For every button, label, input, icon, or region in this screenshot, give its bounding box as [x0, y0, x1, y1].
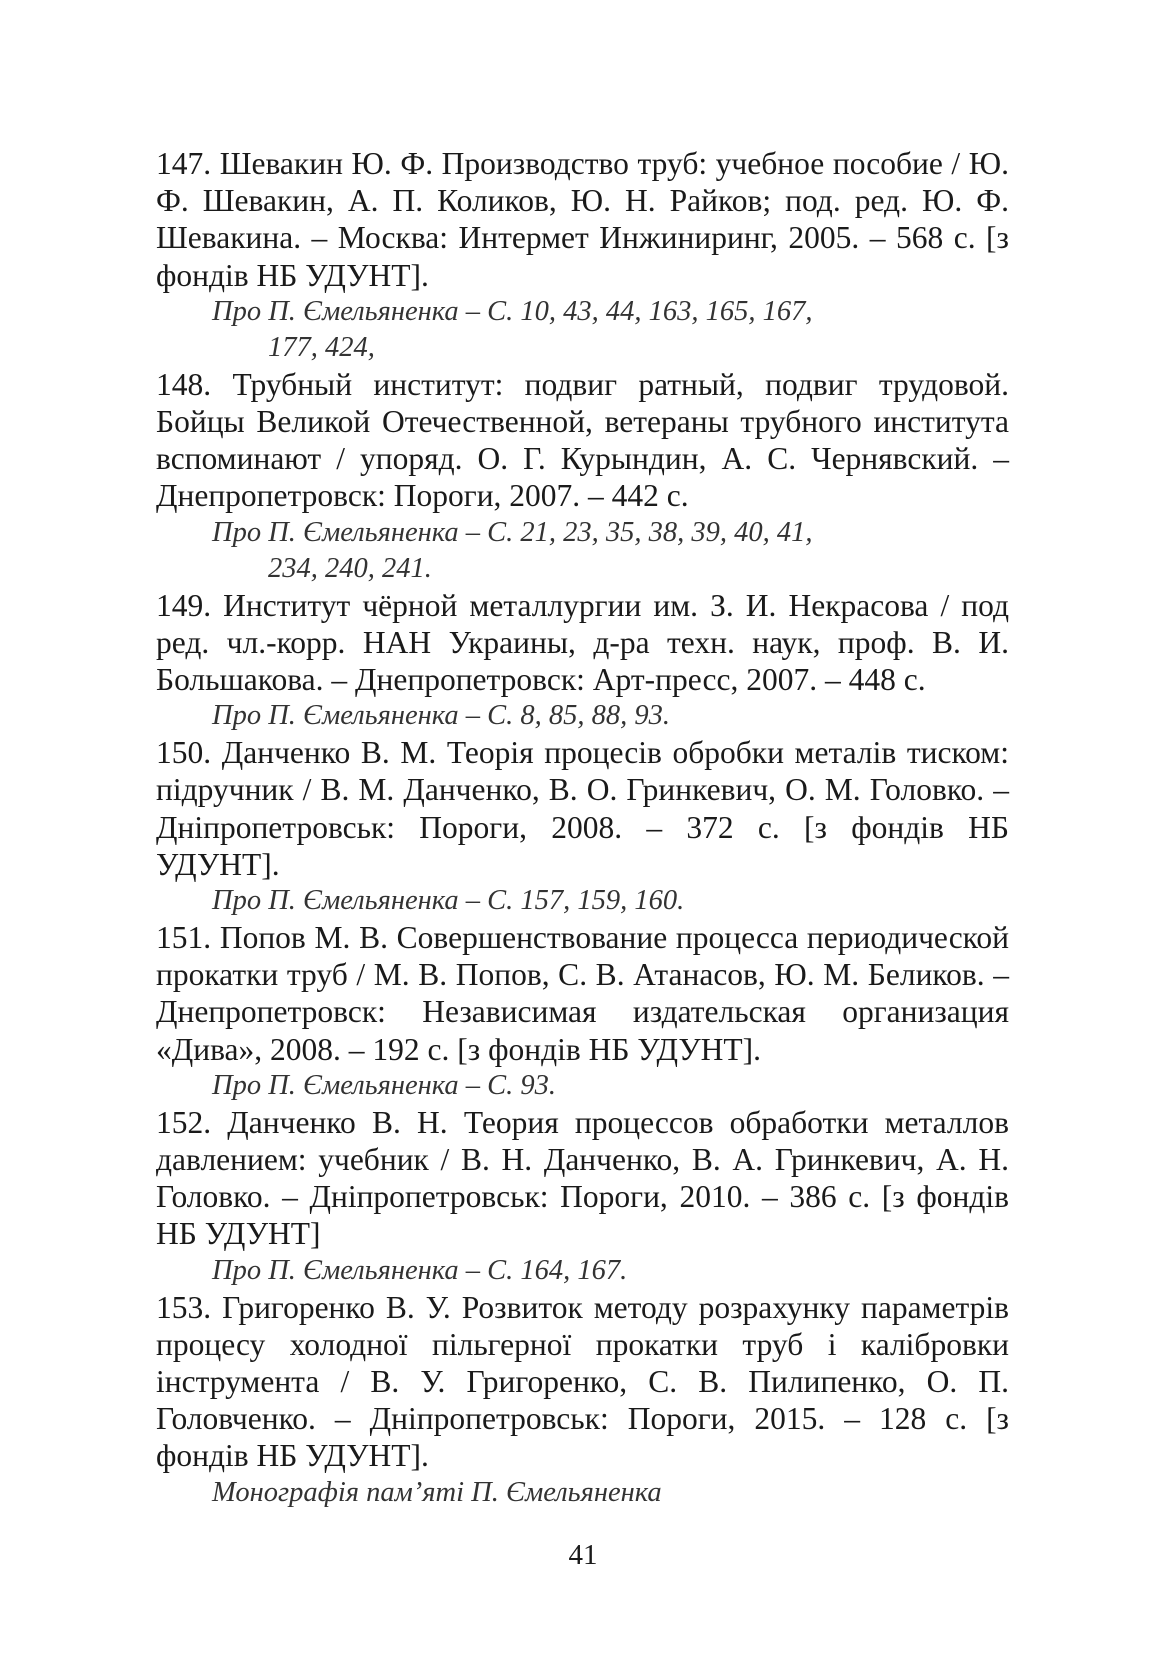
entry-text: 149. Институт чёрной металлургии им. З. И. Некрасова / под ред. чл.-корр. НАН Украины, д-ра техн. наук, проф. В. И. Большакова. – Днепропетровск: Арт-пресс, 2007. – 448 с.	[156, 587, 1009, 698]
entry-note	[156, 515, 1009, 587]
bibliography-list	[156, 145, 1009, 1511]
entry-note-line: Про П. Ємельяненка – С. 21, 23, 35, 38, 39, 40, 41,	[212, 516, 813, 548]
entry-text: 152. Данченко В. Н. Теория процессов обработки металлов давлением: учебник / В. Н. Данченко, В. А. Гринкевич, А. Н. Головко. – Дніпропетровськ: Пороги, 2010. – 386 с. [з фондів НБ УДУНТ]	[156, 1104, 1009, 1252]
entry-note: Про П. Ємельяненка – С. 8, 85, 88, 93.	[212, 700, 671, 732]
entry-note-line: 234, 240, 241.	[268, 552, 432, 584]
entry-text: 153. Григоренко В. У. Розвиток методу розрахунку параметрів процесу холодної пільгерної прокатки труб і калібровки інструмента / В. У. Григоренко, С. В. Пилипенко, О. П. Головченко. – Дніпропетровськ: Пороги, 2015. – 128 с. [з фондів НБ УДУНТ].	[156, 1289, 1009, 1474]
bibliography-entry-151	[156, 919, 1009, 1104]
entry-note: Про П. Ємельяненка – С. 157, 159, 160.	[212, 885, 685, 917]
bibliography-entry-149	[156, 587, 1009, 735]
entry-note-line: 177, 424,	[268, 331, 375, 363]
entry-text: 151. Попов М. В. Совершенствование процесса периодической прокатки труб / М. В. Попов, С. В. Атанасов, Ю. М. Беликов. – Днепропетровск: Независимая издательская организация «Дива», 2008. – 192 с. [з фондів НБ УДУНТ].	[156, 920, 1009, 1067]
bibliography-entry-152	[156, 1104, 1009, 1289]
bibliography-entry-147	[156, 145, 1009, 366]
entry-note: Монографія пам’яті П. Ємельяненка	[212, 1476, 662, 1508]
bibliography-entry-148	[156, 366, 1009, 587]
entry-note	[156, 294, 1009, 366]
entry-note: Про П. Ємельяненка – С. 164, 167.	[212, 1254, 628, 1286]
page-number: 41	[568, 1539, 598, 1571]
bibliography-entry-153	[156, 1289, 1009, 1511]
entry-text: 147. Шевакин Ю. Ф. Производство труб: учебное пособие / Ю. Ф. Шевакин, А. П. Коликов, Ю. Н. Райков; под. ред. Ю. Ф. Шевакина. – Москва: Интермет Инжиниринг, 2005. – 568 с. [з фондів НБ УДУНТ].	[156, 146, 1009, 293]
entry-text: 150. Данченко В. М. Теорія процесів обробки металів тиском: підручник / В. М. Данченко, В. О. Гринкевич, О. М. Головко. – Дніпропетровськ: Пороги, 2008. – 372 с. [з фондів НБ УДУНТ].	[156, 735, 1009, 882]
entry-note-line: Про П. Ємельяненка – С. 10, 43, 44, 163, 165, 167,	[212, 295, 813, 327]
bibliography-entry-150	[156, 734, 1009, 919]
entry-note: Про П. Ємельяненка – С. 93.	[212, 1069, 557, 1101]
entry-text: 148. Трубный институт: подвиг ратный, подвиг трудовой. Бойцы Великой Отечественной, ветераны трубного института вспоминают / упоряд. О. Г. Курындин, А. С. Чернявский. – Днепропетровск: Пороги, 2007. – 442 с.	[156, 366, 1009, 514]
